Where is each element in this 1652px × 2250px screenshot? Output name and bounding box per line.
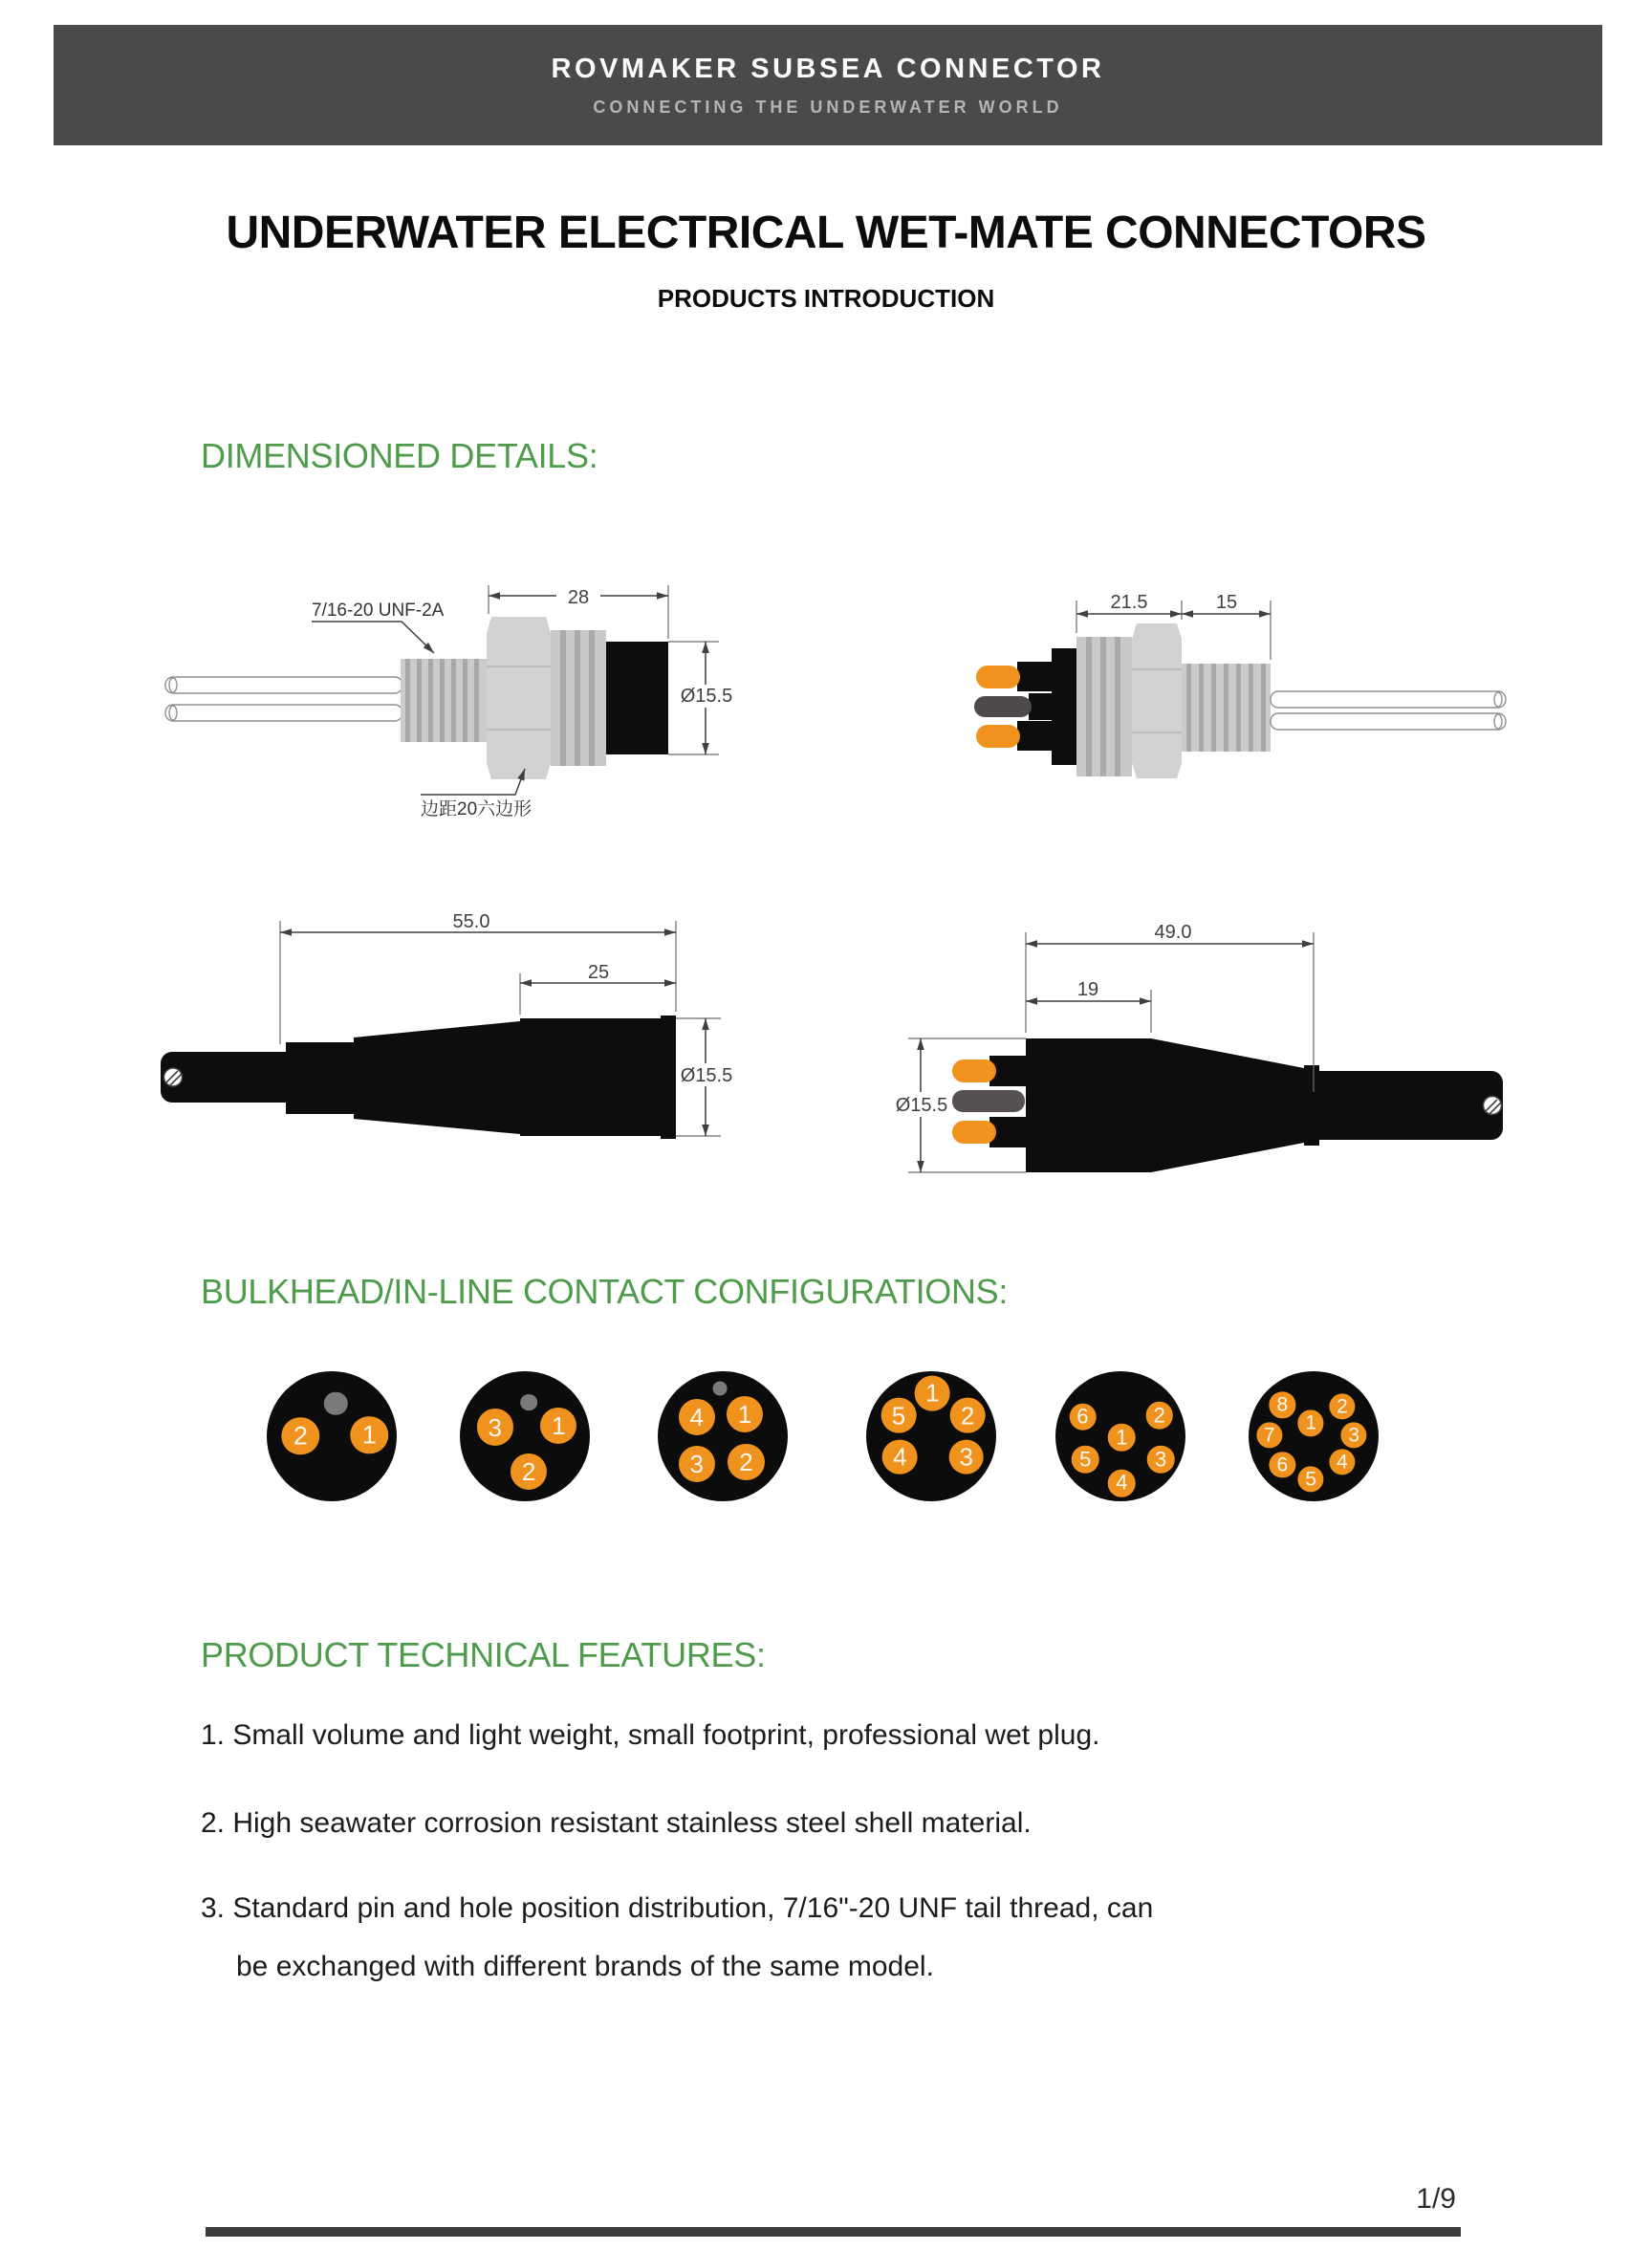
footer-rule: [206, 2227, 1461, 2237]
pin-2: 2: [511, 1453, 547, 1490]
pin-2: 2: [1329, 1393, 1355, 1419]
pin-1: 1: [915, 1376, 950, 1411]
connector-black-cap: [606, 642, 668, 754]
thread-section: [401, 659, 487, 742]
svg-text:Ø15.5: Ø15.5: [895, 1095, 948, 1116]
connector-face-2-pin: [267, 1371, 397, 1501]
pin-1: 1: [1298, 1410, 1324, 1436]
svg-text:边距20六边形: 边距20六边形: [421, 799, 533, 819]
feature-line: 1. Small volume and light weight, small footprint, professional wet plug.: [201, 1719, 1100, 1751]
feature-line: 2. High seawater corrosion resistant stainless steel shell material.: [201, 1807, 1032, 1839]
pin-7: 7: [1256, 1422, 1282, 1448]
orientation-dot: [324, 1392, 347, 1415]
svg-text:21.5: 21.5: [1110, 592, 1148, 613]
pin-3: 3: [477, 1409, 513, 1445]
pin-2: 2: [728, 1444, 764, 1480]
orientation-dot: [520, 1394, 537, 1411]
dimension-head-length: [520, 962, 676, 1015]
dimension-diameter: [676, 1018, 732, 1136]
pin-5: 5: [1072, 1446, 1099, 1474]
feature-line: be exchanged with different brands of the same model.: [236, 1951, 934, 1982]
pin-6: 6: [1270, 1452, 1295, 1477]
svg-text:25: 25: [587, 962, 610, 983]
cable-core-symbol: [164, 1068, 183, 1086]
drawing-inline-socket: [134, 889, 765, 1147]
dimension-head-length: [1026, 979, 1151, 1033]
pin-5: 5: [881, 1398, 917, 1433]
feature-item-1: [201, 1718, 1099, 1752]
contact-pins: [974, 648, 1076, 765]
connector-face-3-pin: [460, 1371, 590, 1501]
pin-1: 1: [540, 1408, 576, 1444]
svg-text:Ø15.5: Ø15.5: [680, 1065, 733, 1086]
pin-4: 4: [1329, 1450, 1355, 1475]
page-title: UNDERWATER ELECTRICAL WET-MATE CONNECTORS: [226, 208, 1426, 258]
connector-face-6-pin: [1055, 1371, 1185, 1501]
section-heading-technical-features: PRODUCT TECHNICAL FEATURES:: [201, 1635, 766, 1674]
pin-6: 6: [1069, 1403, 1097, 1431]
section-heading-contact-configurations: BULKHEAD/IN-LINE CONTACT CONFIGURATIONS:: [201, 1272, 1009, 1311]
svg-text:19: 19: [1076, 979, 1099, 1000]
feature-line: 3. Standard pin and hole position distribution, 7/16"-20 UNF tail thread, can: [201, 1892, 1154, 1924]
drawing-inline-plug: [841, 889, 1530, 1147]
page-number: 1/9: [1416, 2183, 1456, 2215]
pin-4: 4: [882, 1439, 918, 1475]
pin-2: 2: [1146, 1402, 1174, 1430]
drawing-bulkhead-pin-side: [908, 564, 1539, 794]
dimension-thread-length: [1182, 592, 1271, 614]
dimension-diameter: [668, 642, 732, 754]
molded-body: [161, 1016, 676, 1139]
svg-text:55.0: 55.0: [452, 911, 490, 932]
wires: [1271, 691, 1506, 730]
hex-nut: [1132, 623, 1182, 778]
pin-1: 1: [727, 1396, 763, 1432]
page-subtitle: PRODUCTS INTRODUCTION: [657, 284, 995, 313]
header-banner: [54, 25, 1602, 145]
svg-text:7/16-20 UNF-2A: 7/16-20 UNF-2A: [312, 601, 445, 621]
svg-text:Ø15.5: Ø15.5: [680, 686, 733, 707]
thread-section: [1182, 664, 1271, 752]
wires: [165, 677, 402, 721]
pin-2: 2: [950, 1398, 986, 1433]
svg-text:49.0: 49.0: [1154, 922, 1192, 943]
drawing-bulkhead-side-view: [134, 564, 755, 822]
pin-1: 1: [351, 1416, 388, 1453]
grooved-collar: [551, 630, 606, 766]
brand-title: ROVMAKER SUBSEA CONNECTOR: [551, 53, 1105, 84]
pin-4: 4: [1108, 1470, 1136, 1497]
contact-pins: [952, 1056, 1030, 1147]
pin-2: 2: [282, 1417, 319, 1454]
section-heading-dimensioned-details: DIMENSIONED DETAILS:: [201, 436, 598, 475]
pin-8: 8: [1270, 1392, 1295, 1418]
pin-3: 3: [1147, 1446, 1175, 1474]
grooved-collar: [1076, 637, 1132, 776]
connector-face-8-pin: [1249, 1371, 1379, 1501]
thread-spec-callout: [312, 601, 445, 653]
pin-5: 5: [1298, 1466, 1324, 1492]
orientation-dot: [713, 1381, 728, 1395]
hex-nut: [487, 617, 551, 779]
feature-item-3: [201, 1891, 1153, 1983]
molded-body: [1026, 1038, 1503, 1172]
connector-face-5-pin: [866, 1371, 996, 1501]
pin-3: 3: [1341, 1422, 1367, 1448]
feature-item-2: [201, 1806, 1032, 1840]
connector-face-4-pin: [658, 1371, 788, 1501]
svg-text:28: 28: [567, 587, 590, 608]
pin-1: 1: [1108, 1424, 1136, 1452]
pin-3: 3: [948, 1439, 984, 1475]
brand-tagline: CONNECTING THE UNDERWATER WORLD: [593, 97, 1063, 117]
pin-3: 3: [679, 1446, 715, 1482]
svg-text:15: 15: [1215, 592, 1238, 613]
pin-4: 4: [679, 1399, 715, 1435]
